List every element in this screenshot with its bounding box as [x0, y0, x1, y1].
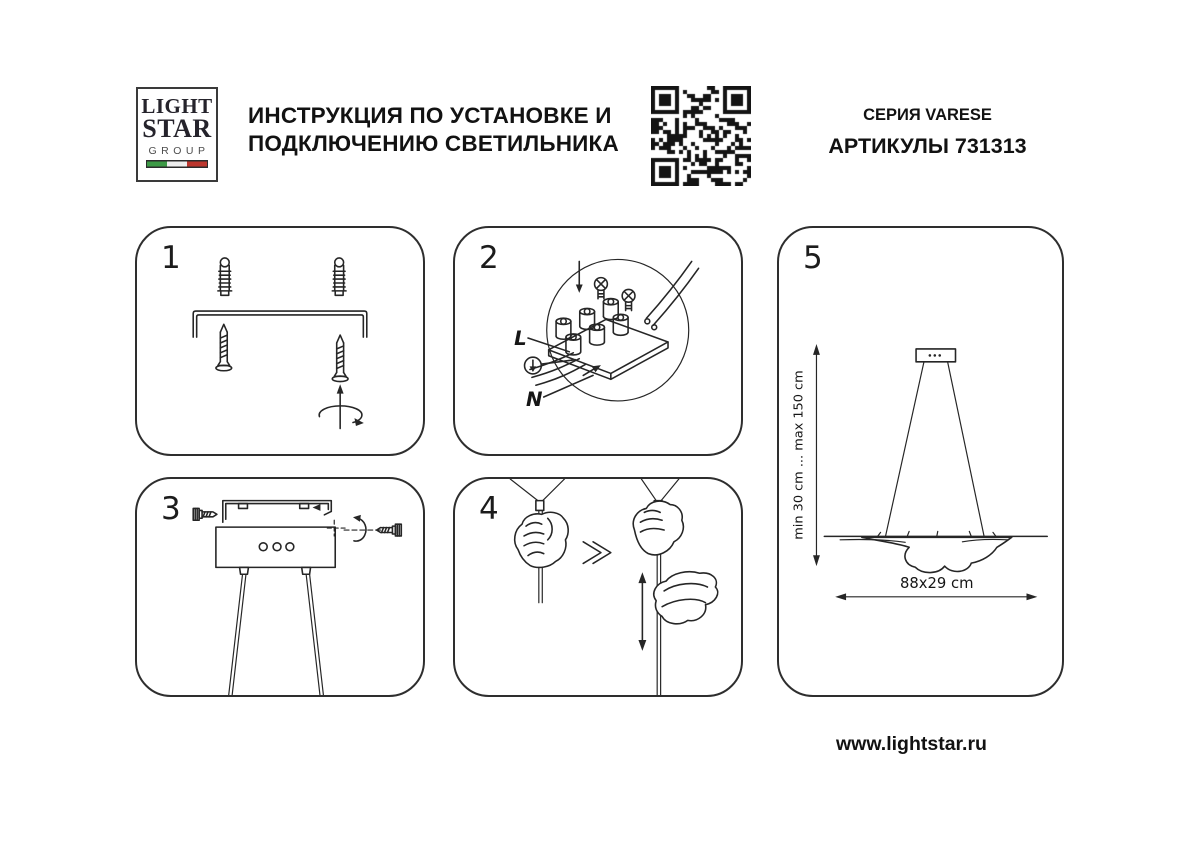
mounting-bracket [223, 501, 331, 523]
width-dimension-arrow [835, 593, 1037, 600]
series-label: СЕРИЯ VARESE [863, 106, 992, 124]
right-arrow-icon [583, 542, 611, 564]
rotation-arrow-icon [344, 515, 383, 541]
terminal-screw-icon [622, 289, 635, 310]
step-2-number: 2 [479, 240, 499, 276]
logo-word-star: STAR [142, 114, 212, 143]
step-1-panel [135, 226, 425, 456]
screw-icon [193, 508, 217, 520]
step-2-panel [453, 226, 743, 456]
magnifier-circle [547, 259, 689, 400]
step-3-number: 3 [161, 491, 181, 527]
step-3-diagram [137, 479, 423, 695]
step-4-diagram [455, 479, 741, 695]
step-3-panel [135, 477, 425, 697]
qr-code-icon [651, 86, 751, 186]
canopy-box [216, 527, 335, 567]
live-label: L [514, 326, 527, 350]
step-5-number: 5 [803, 240, 823, 276]
title-line-1: ИНСТРУКЦИЯ ПО УСТАНОВКЕ И [248, 103, 612, 128]
wall-plug-icon [332, 258, 346, 295]
screw-icon [332, 335, 348, 381]
width-dimension-label: 88x29 cm [899, 574, 974, 592]
hand-icon [633, 501, 683, 555]
terminal-screw-icon [595, 278, 608, 299]
wall-plug-icon [218, 258, 232, 295]
title-line-2: ПОДКЛЮЧЕНИЮ СВЕТИЛЬНИКА [248, 131, 619, 156]
logo-word-group: GROUP [148, 144, 210, 157]
step-1-number: 1 [161, 240, 181, 276]
cloth-icon [654, 572, 718, 624]
down-arrow-icon [576, 261, 583, 292]
screw-icon [216, 324, 232, 370]
page-title [248, 102, 619, 158]
step-4-panel [453, 477, 743, 697]
hand-icon [515, 512, 569, 567]
mains-cable [645, 261, 699, 329]
terminal-block [549, 299, 668, 380]
step-2-diagram [455, 228, 741, 454]
lamp-shade [862, 537, 1012, 572]
height-dimension-label: min 30 cm ... max 150 cm [791, 370, 807, 540]
mounting-bracket [193, 311, 367, 337]
height-dimension-arrow [813, 344, 820, 566]
italian-flag-icon [146, 160, 208, 168]
article-label: АРТИКУЛЫ 731313 [828, 134, 1027, 158]
step-4-number: 4 [479, 491, 499, 527]
product-info [805, 106, 1050, 159]
suspension-cable [229, 567, 324, 695]
step-5-diagram [779, 228, 1062, 695]
up-down-arrow-icon [638, 572, 646, 651]
ground-symbol [525, 357, 542, 374]
step-5-panel [777, 226, 1064, 697]
logo-word-light: LIGHT [141, 94, 213, 118]
rotation-arrow-icon [319, 384, 364, 428]
pendant-lamp [824, 349, 1047, 573]
neutral-label: N [526, 387, 543, 411]
step-1-diagram [137, 228, 423, 454]
lightstar-logo [136, 87, 218, 182]
website-url: www.lightstar.ru [836, 733, 987, 755]
